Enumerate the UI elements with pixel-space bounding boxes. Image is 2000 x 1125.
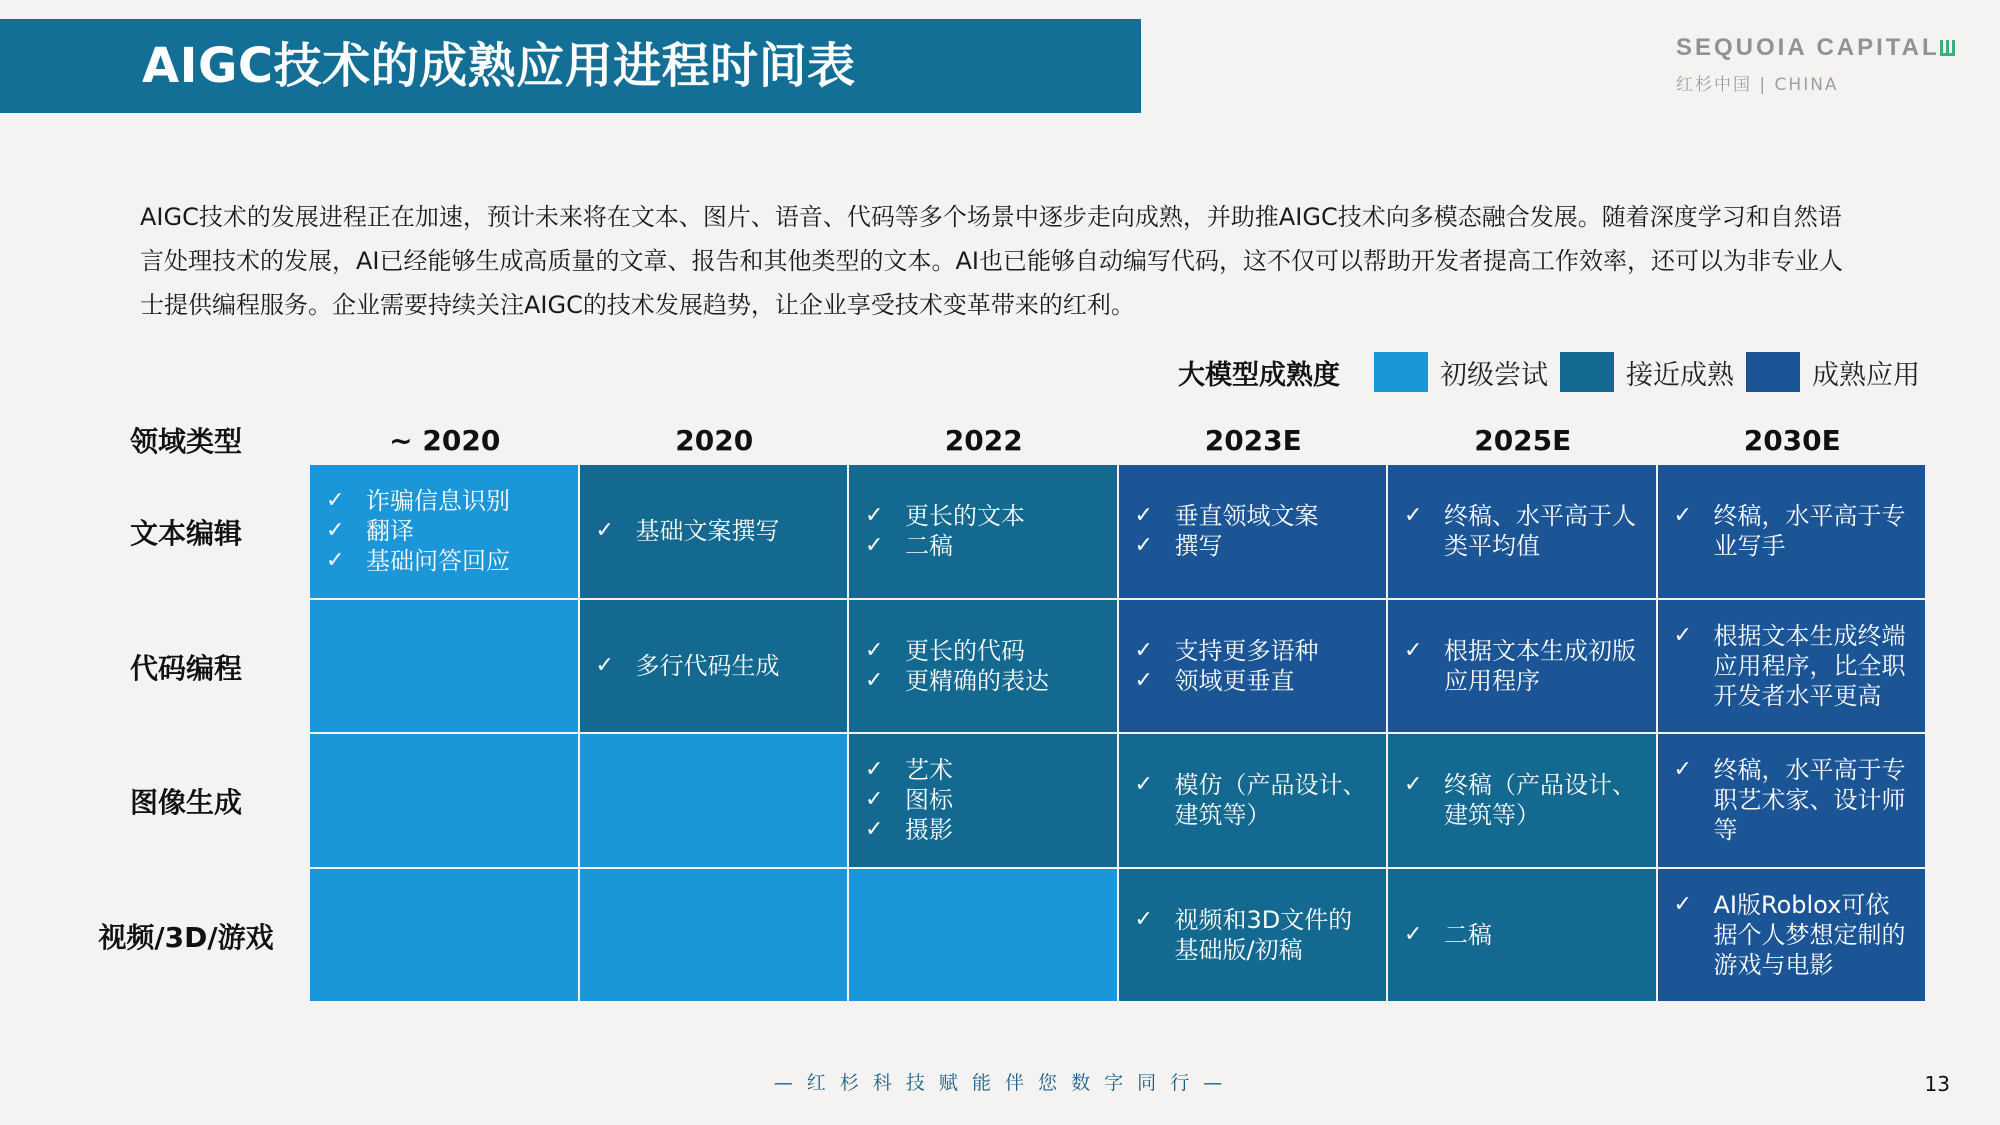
check-icon: ✓ xyxy=(865,533,884,559)
check-icon: ✓ xyxy=(1673,891,1692,917)
table-cell xyxy=(1388,600,1658,735)
page-number: 13 xyxy=(1924,1072,1950,1096)
item-text: 翻译 xyxy=(366,517,414,546)
sequoia-leaf-icon xyxy=(1938,38,1958,58)
item-text: 多行代码生成 xyxy=(635,651,780,680)
item-text: 二稿 xyxy=(905,532,953,561)
column-header: 2023E xyxy=(1204,423,1302,457)
table-cell xyxy=(580,465,850,600)
table-cell xyxy=(849,869,1119,1004)
item-text: 图标 xyxy=(905,786,953,815)
list-item xyxy=(1133,666,1373,696)
sequoia-logo xyxy=(1676,34,1958,96)
list-item xyxy=(1672,621,1912,711)
list-item xyxy=(863,785,1103,815)
legend-item-mature xyxy=(1746,352,1920,392)
legend-label: 初级尝试 xyxy=(1440,359,1548,391)
check-icon: ✓ xyxy=(595,518,614,544)
check-icon: ✓ xyxy=(865,787,884,813)
table-cell xyxy=(310,465,580,600)
table-cell xyxy=(1658,465,1928,600)
list-item xyxy=(863,815,1103,845)
list-item xyxy=(863,531,1103,561)
item-text: 根据文本生成初版应用程序 xyxy=(1444,636,1636,695)
list-item xyxy=(863,501,1103,531)
table-cell xyxy=(1119,465,1389,600)
item-text: 艺术 xyxy=(905,756,953,785)
item-text: 更长的文本 xyxy=(905,502,1025,531)
check-icon: ✓ xyxy=(865,757,884,783)
list-item xyxy=(863,755,1103,785)
item-text: 基础问答回应 xyxy=(366,547,510,576)
row-label: 文本编辑 xyxy=(129,517,242,551)
table-cell xyxy=(1119,734,1389,869)
logo-subtitle: 红杉中国 | CHINA xyxy=(1676,75,1839,95)
list-item xyxy=(1672,890,1912,980)
list-item xyxy=(1133,636,1373,666)
table-cell xyxy=(310,869,580,1004)
row-label: 视频/3D/游戏 xyxy=(98,920,274,954)
list-item xyxy=(1133,501,1373,531)
list-item xyxy=(1402,636,1642,696)
item-text: 基础文案撰写 xyxy=(635,517,780,546)
check-icon: ✓ xyxy=(1134,906,1153,932)
table-cell xyxy=(1388,869,1658,1004)
item-text: 二稿 xyxy=(1444,920,1492,949)
table-cell xyxy=(849,734,1119,869)
list-item xyxy=(594,516,834,546)
check-icon: ✓ xyxy=(865,503,884,529)
check-icon: ✓ xyxy=(326,518,345,544)
list-item xyxy=(1402,770,1642,830)
list-item xyxy=(594,651,834,681)
table-cell xyxy=(310,734,580,869)
list-item xyxy=(324,516,564,546)
list-item xyxy=(863,666,1103,696)
table-cell xyxy=(1119,600,1389,735)
check-icon: ✓ xyxy=(1134,637,1153,663)
legend-swatch xyxy=(1374,352,1428,392)
table-cell xyxy=(1658,600,1928,735)
footer-slogan: — 红 杉 科 技 赋 能 伴 您 数 字 同 行 — xyxy=(773,1072,1227,1094)
item-text: 视频和3D文件的基础版/初稿 xyxy=(1174,905,1353,964)
item-text: 支持更多语种 xyxy=(1174,636,1319,665)
item-text: 根据文本生成终端应用程序，比全职开发者水平更高 xyxy=(1713,621,1906,710)
list-item xyxy=(324,546,564,576)
table-cell xyxy=(1658,734,1928,869)
maturity-timeline-table xyxy=(62,415,1927,1005)
table-cell xyxy=(580,734,850,869)
corner-header: 领域类型 xyxy=(129,425,242,458)
column-header: 2022 xyxy=(944,423,1023,457)
item-text: AI版Roblox可依据个人梦想定制的游戏与电影 xyxy=(1713,890,1906,979)
list-item xyxy=(1672,501,1912,561)
row-label: 代码编程 xyxy=(129,651,242,685)
title-banner xyxy=(0,19,1141,113)
legend-swatch xyxy=(1746,352,1800,392)
check-icon: ✓ xyxy=(326,548,345,574)
legend-label: 成熟应用 xyxy=(1812,359,1920,391)
list-item xyxy=(1672,755,1912,845)
check-icon: ✓ xyxy=(1673,622,1692,648)
column-header: 2020 xyxy=(675,423,754,457)
logo-wordmark: SEQUOIA CAPITAL xyxy=(1676,34,1940,61)
table-cell xyxy=(849,600,1119,735)
intro-paragraph: AIGC技术的发展进程正在加速，预计未来将在文本、图片、语音、代码等多个场景中逐步走向成熟，并助推AIGC技术向多模态融合发展。随着深度学习和自然语言处理技术的发展，AI已经能够生成高质量的文章、报告和其他类型的文本。AI也已能够自动编写代码，这不仅可以帮助开发者提高工作效率，还可以为非专业人士提供编程服务。企业需要持续关注AIGC的技术发展趋势，让企业享受技术变革带来的红利。 xyxy=(140,203,1843,319)
check-icon: ✓ xyxy=(326,488,345,514)
item-text: 终稿，水平高于专职艺术家、设计师等 xyxy=(1713,756,1906,845)
item-text: 更长的代码 xyxy=(905,636,1025,665)
check-icon: ✓ xyxy=(865,667,884,693)
column-header: ~ 2020 xyxy=(389,423,501,457)
check-icon: ✓ xyxy=(1134,772,1153,798)
table-cell xyxy=(1119,869,1389,1004)
check-icon: ✓ xyxy=(1134,533,1153,559)
list-item xyxy=(1402,920,1642,950)
check-icon: ✓ xyxy=(1134,667,1153,693)
check-icon: ✓ xyxy=(1404,772,1423,798)
check-icon: ✓ xyxy=(865,817,884,843)
table-cell xyxy=(580,869,850,1004)
table-cell xyxy=(310,600,580,735)
check-icon: ✓ xyxy=(1673,757,1692,783)
check-icon: ✓ xyxy=(1404,921,1423,947)
legend-label: 接近成熟 xyxy=(1626,359,1734,391)
check-icon: ✓ xyxy=(1673,503,1692,529)
maturity-legend xyxy=(1178,352,1920,392)
list-item xyxy=(324,486,564,516)
item-text: 终稿（产品设计、建筑等） xyxy=(1444,771,1636,830)
item-text: 终稿、水平高于人类平均值 xyxy=(1444,502,1636,561)
item-text: 摄影 xyxy=(905,816,953,845)
item-text: 诈骗信息识别 xyxy=(366,487,510,516)
table-cell xyxy=(1388,465,1658,600)
item-text: 模仿（产品设计、建筑等） xyxy=(1174,771,1367,830)
legend-item-initial xyxy=(1374,352,1548,392)
table-cell xyxy=(1658,869,1928,1004)
check-icon: ✓ xyxy=(1134,503,1153,529)
table-cell xyxy=(1388,734,1658,869)
list-item xyxy=(863,636,1103,666)
legend-title: 大模型成熟度 xyxy=(1178,359,1340,391)
legend-swatch xyxy=(1560,352,1614,392)
table-cell xyxy=(580,600,850,735)
column-header: 2030E xyxy=(1743,423,1841,457)
item-text: 更精确的表达 xyxy=(905,666,1049,695)
item-text: 垂直领域文案 xyxy=(1174,502,1319,531)
list-item xyxy=(1133,905,1373,965)
item-text: 领域更垂直 xyxy=(1174,666,1295,695)
item-text: 终稿，水平高于专业写手 xyxy=(1713,502,1906,561)
column-header: 2025E xyxy=(1474,423,1572,457)
check-icon: ✓ xyxy=(1404,637,1423,663)
list-item xyxy=(1402,501,1642,561)
page-title: AIGC技术的成熟应用进程时间表 xyxy=(142,38,856,94)
item-text: 撰写 xyxy=(1174,532,1223,561)
list-item xyxy=(1133,770,1373,830)
row-label: 图像生成 xyxy=(129,786,242,820)
legend-item-near xyxy=(1560,352,1734,392)
check-icon: ✓ xyxy=(865,637,884,663)
check-icon: ✓ xyxy=(595,652,614,678)
table-cell xyxy=(849,465,1119,600)
check-icon: ✓ xyxy=(1404,503,1423,529)
list-item xyxy=(1133,531,1373,561)
